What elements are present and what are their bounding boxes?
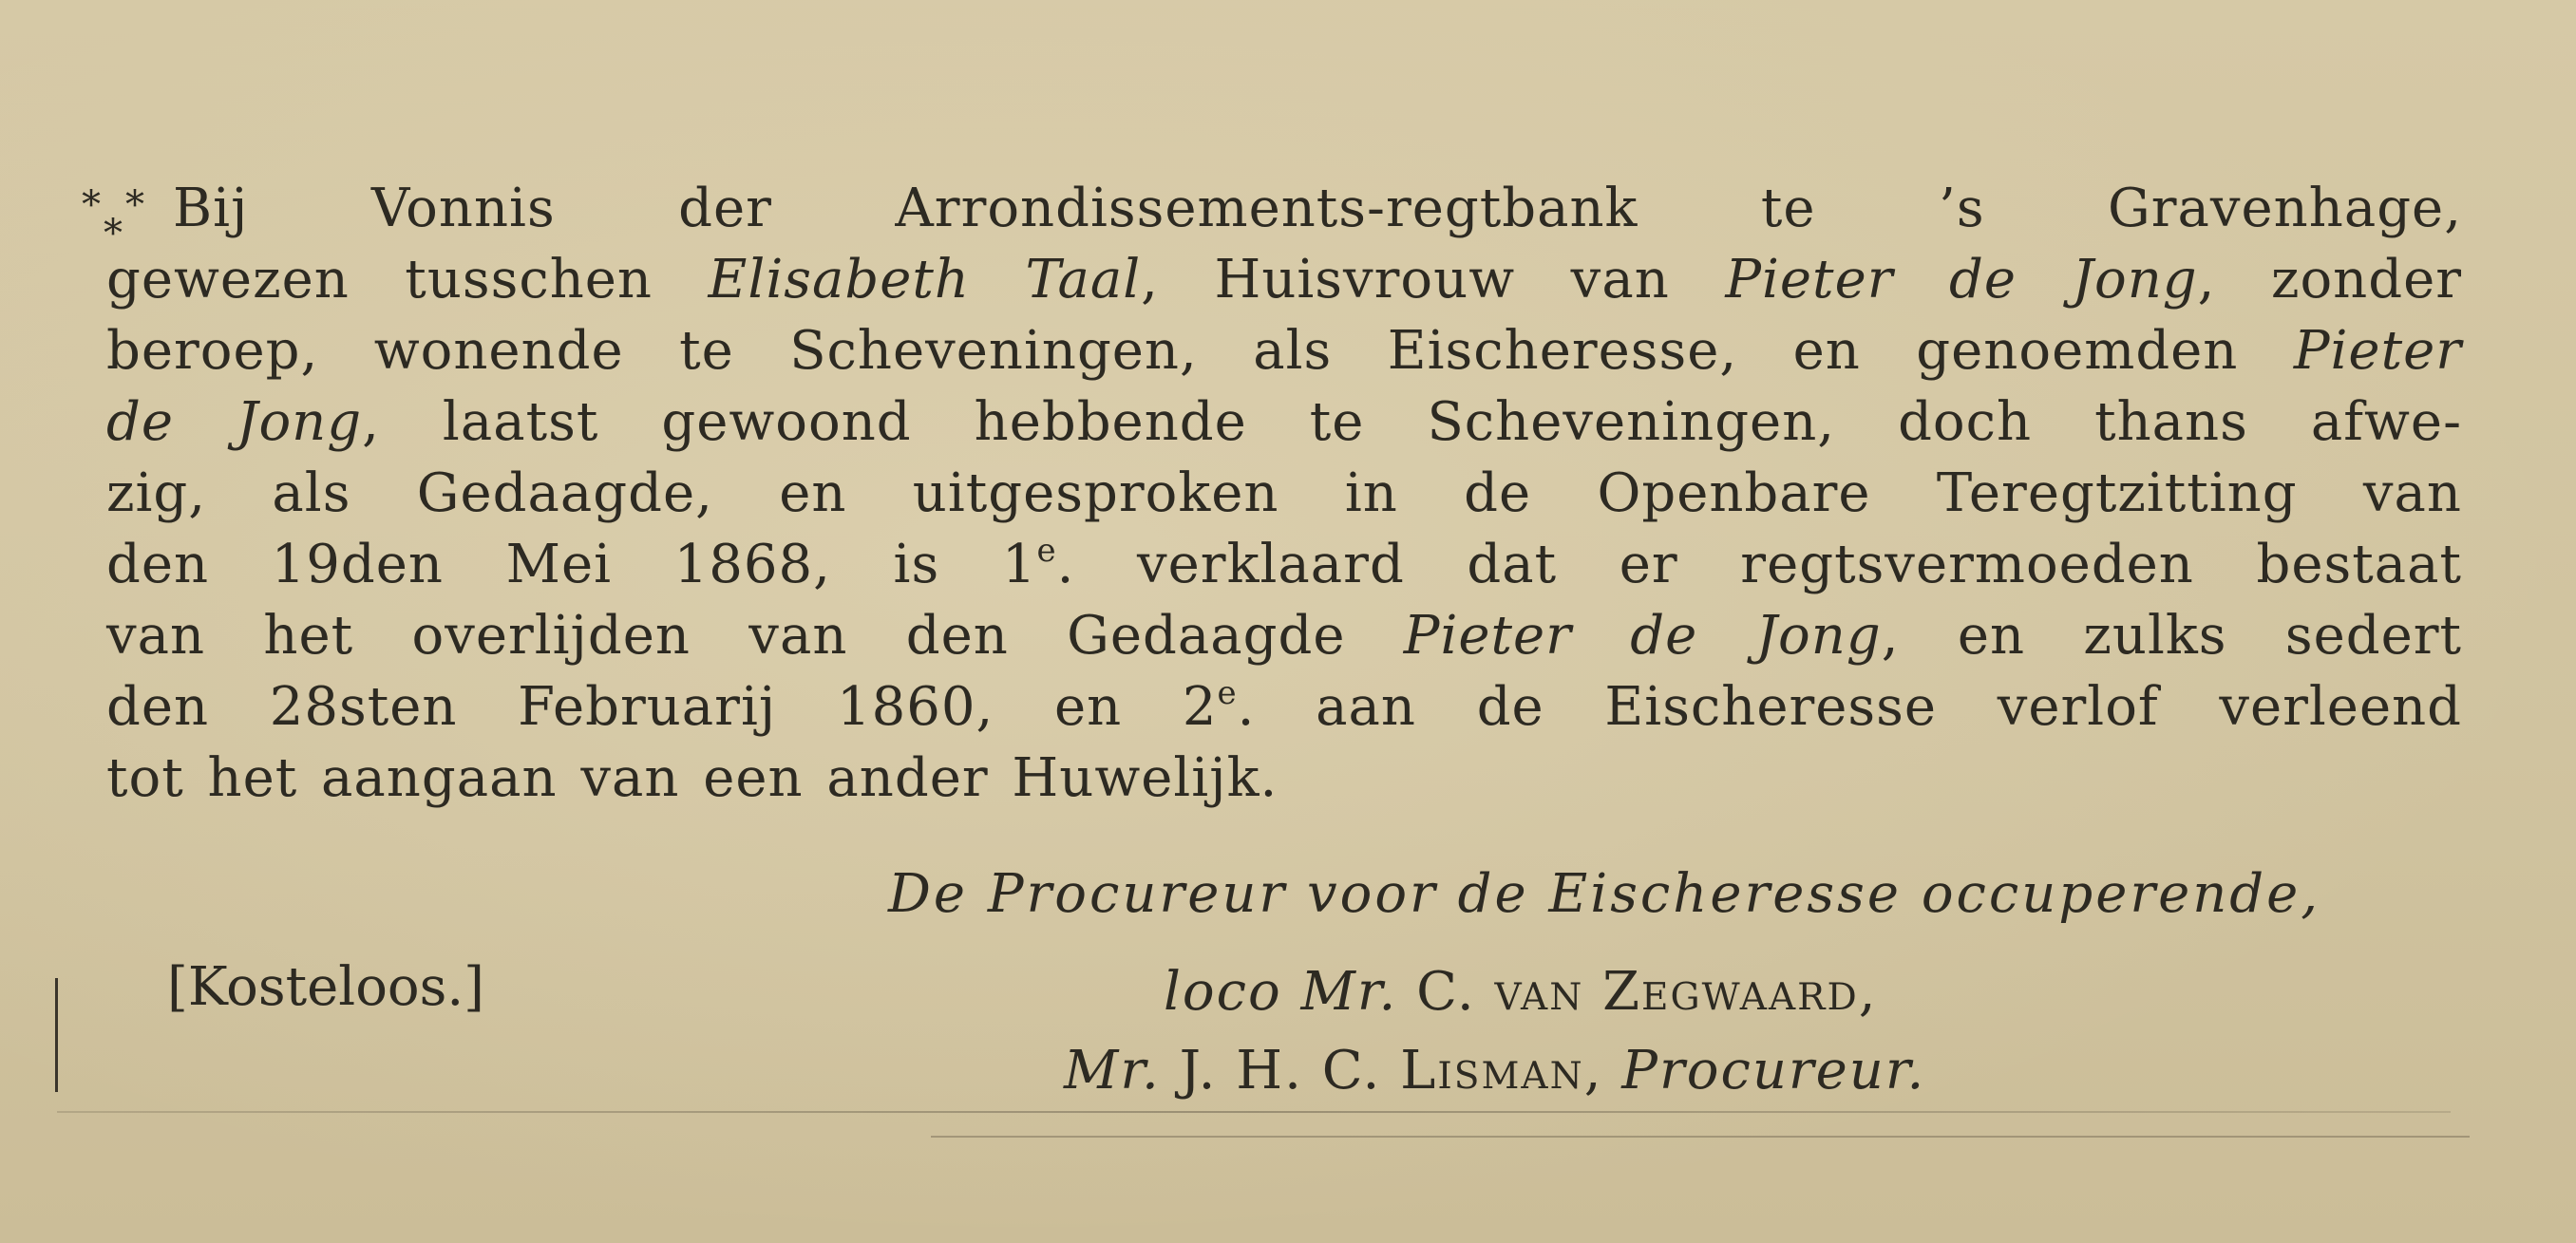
notice-line-6: den 19den Mei 1868, is 1e. verklaard dat er regtsvermoeden bestaat bbox=[106, 532, 2462, 595]
notice-line-1: Bij Vonnis der Arrondissements-regtbank te ’s Gravenhage, bbox=[173, 178, 2462, 239]
signature-loco-line: loco Mr. C. van Zegwaard, bbox=[1164, 961, 1878, 1023]
notice-line-3: beroep, wonende te Scheveningen, als Eischeresse, en genoemden Pieter bbox=[106, 320, 2462, 382]
cost-note: [Kosteloos.] bbox=[167, 956, 485, 1018]
asterism-ornament: * * * bbox=[82, 183, 144, 255]
signature-attorney-line: De Procureur voor de Eischeresse occuperende, bbox=[888, 863, 2321, 925]
notice-line-4: de Jong, laatst gewoond hebbende te Scheveningen, doch thans afwe- bbox=[106, 391, 2462, 453]
bottom-rule bbox=[57, 1111, 2451, 1113]
notice-line-2: gewezen tusschen Elisabeth Taal, Huisvrouw van Pieter de Jong, zonder bbox=[106, 249, 2463, 311]
signature-procureur-line: Mr. J. H. C. Lisman, Procureur. bbox=[1064, 1040, 1926, 1102]
margin-mark bbox=[55, 978, 58, 1092]
notice-line-8: den 28sten Februarij 1860, en 2e. aan de Eischeresse verlof verleend bbox=[106, 674, 2462, 738]
notice-line-7: van het overlijden van den Gedaagde Pieter de Jong, en zulks sedert bbox=[106, 605, 2462, 667]
notice-line-5: zig, als Gedaagde, en uitgesproken in de Openbare Teregtzitting van bbox=[106, 462, 2462, 524]
notice-line-9: tot het aangaan van een ander Huwelijk. bbox=[106, 747, 1279, 809]
bottom-rule-secondary bbox=[931, 1136, 2470, 1138]
